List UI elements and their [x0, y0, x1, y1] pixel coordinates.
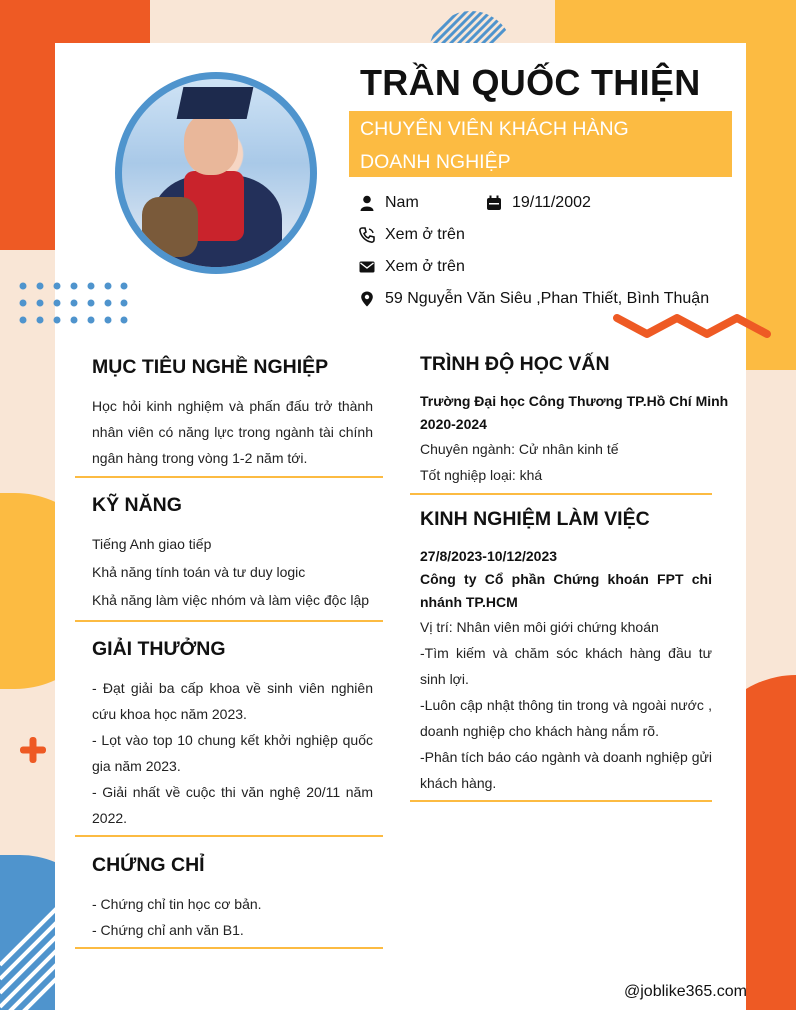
skill-item: Khả năng tính toán và tư duy logic — [92, 564, 306, 580]
skill-item: Khả năng làm việc nhóm và làm việc độc lập — [92, 592, 370, 608]
education-title: TRÌNH ĐỘ HỌC VẤN — [420, 353, 610, 375]
zigzag — [612, 310, 772, 342]
certificate-item: - Chứng chỉ tin học cơ bản. — [92, 896, 262, 912]
watermark: @joblike365.com — [624, 983, 747, 1000]
striped-circle-bottom — [0, 905, 60, 1010]
plus-icon — [20, 737, 46, 763]
gender-value: Nam — [385, 194, 419, 211]
education-divider — [410, 493, 712, 495]
certificates-divider — [75, 947, 383, 949]
certificates-title: CHỨNG CHỈ — [92, 854, 205, 876]
birthday-value: 19/11/2002 — [512, 194, 591, 211]
education-school: Trường Đại học Công Thương TP.Hồ Chí Minh — [420, 393, 729, 409]
experience-position: Vị trí: Nhân viên môi giới chứng khoán — [420, 619, 659, 635]
gender-row — [359, 194, 419, 212]
experience-period: 27/8/2023-10/12/2023 — [420, 548, 558, 564]
calendar-icon — [486, 195, 502, 211]
experience-duty: -Phân tích báo cáo ngành và doanh nghiệp gửi khách hàng. — [420, 749, 712, 791]
address-value: 59 Nguyễn Văn Siêu ,Phan Thiết, Bình Thuận — [385, 290, 710, 307]
email-row — [359, 258, 465, 276]
email-value: Xem ở trên — [385, 258, 465, 275]
job-title-box — [349, 111, 732, 177]
objective-divider — [75, 476, 383, 478]
avatar — [115, 72, 317, 274]
education-major: Chuyên ngành: Cử nhân kinh tế — [420, 441, 619, 457]
objective-text: Học hỏi kinh nghiệm và phấn đấu trở thành nhân viên có năng lực trong ngành tài chính ngân hàng trong vòng 1-2 năm tới. — [92, 398, 373, 466]
experience-divider — [410, 800, 712, 802]
photo-face — [184, 113, 238, 175]
phone-value: Xem ở trên — [385, 226, 465, 243]
experience-company: Công ty Cổ phần Chứng khoán FPT chi nhánh TP.HCM — [420, 571, 712, 610]
skill-item: Tiếng Anh giao tiếp — [92, 536, 212, 552]
birthday-row — [486, 194, 591, 212]
experience-title: KINH NGHIỆM LÀM VIỆC — [420, 508, 650, 530]
skills-title: KỸ NĂNG — [92, 494, 182, 516]
phone-row — [359, 226, 465, 244]
profile-photo — [122, 79, 310, 267]
mail-icon — [359, 259, 375, 275]
location-icon — [359, 291, 375, 307]
photo-bouquet — [142, 197, 198, 257]
education-grade: Tốt nghiệp loại: khá — [420, 467, 543, 483]
awards-title: GIẢI THƯỞNG — [92, 638, 226, 660]
award-item: - Giải nhất về cuộc thi văn nghệ 20/11 năm 2022. — [92, 784, 373, 826]
objective-title: MỤC TIÊU NGHỀ NGHIỆP — [92, 356, 329, 378]
job-title-line1: CHUYÊN VIÊN KHÁCH HÀNG — [360, 118, 629, 140]
skills-divider — [75, 620, 383, 622]
job-title-line2: DOANH NGHIỆP — [360, 151, 511, 173]
candidate-name: TRẦN QUỐC THIỆN — [360, 62, 701, 103]
certificate-item: - Chứng chỉ anh văn B1. — [92, 922, 244, 938]
user-icon — [359, 195, 375, 211]
experience-duty: -Luôn cập nhật thông tin trong và ngoài nước , doanh nghiệp cho khách hàng nắm rõ. — [420, 697, 712, 739]
photo-cap — [177, 87, 254, 119]
award-item: - Lọt vào top 10 chung kết khởi nghiệp quốc gia năm 2023. — [92, 732, 373, 774]
address-row — [359, 290, 709, 308]
award-item: - Đạt giải ba cấp khoa về sinh viên nghiên cứu khoa học năm 2023. — [92, 680, 373, 722]
education-years: 2020-2024 — [420, 416, 487, 432]
experience-duty: -Tìm kiếm và chăm sóc khách hàng đầu tư sinh lợi. — [420, 645, 712, 687]
awards-divider — [75, 835, 383, 837]
phone-icon — [359, 227, 375, 243]
dot-grid — [18, 281, 130, 327]
